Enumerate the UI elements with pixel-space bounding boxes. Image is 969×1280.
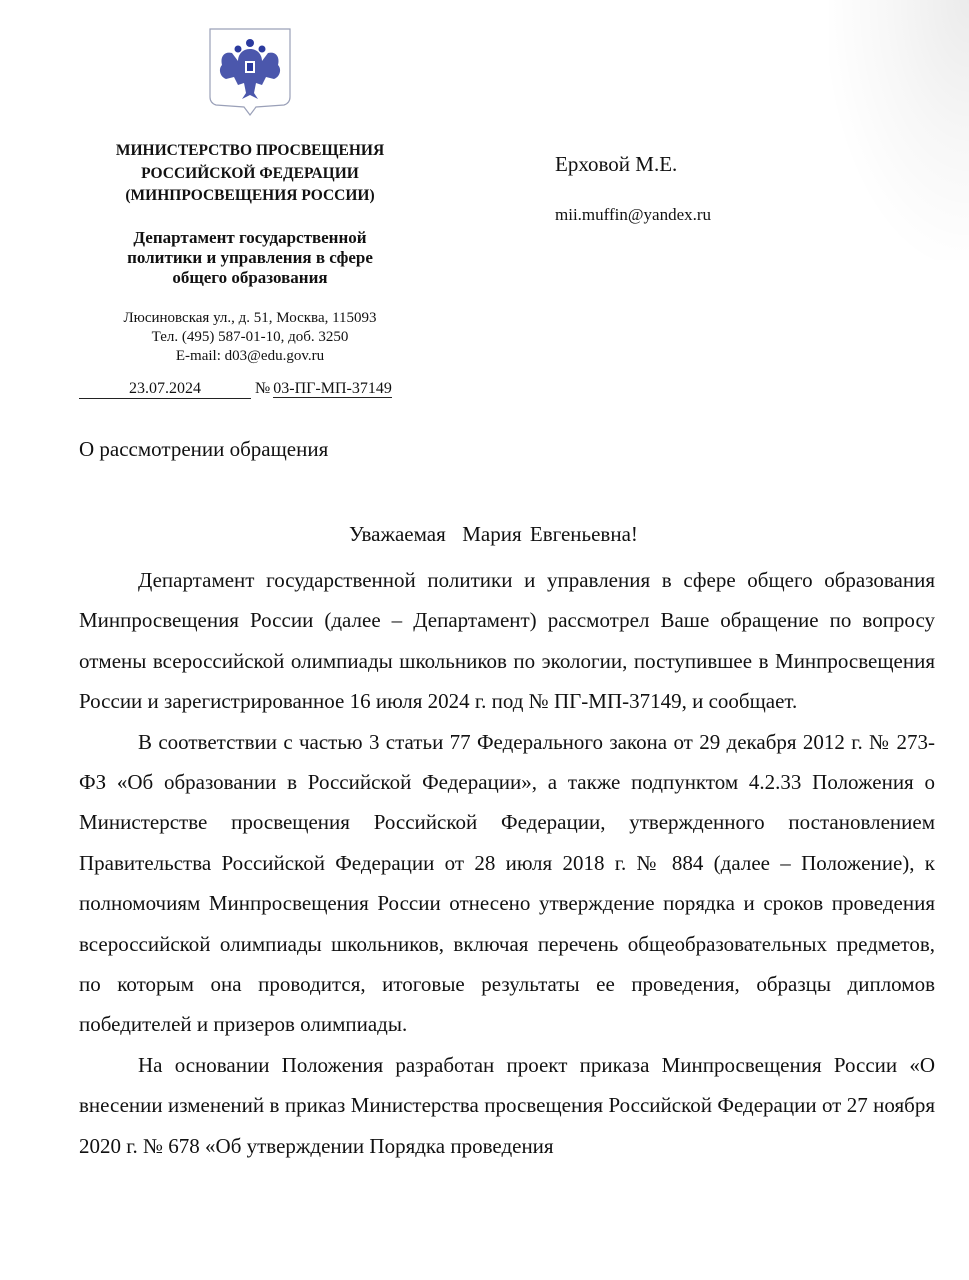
recipient-email: mii.muffin@yandex.ru <box>555 205 712 224</box>
ministry-line: (МИНПРОСВЕЩЕНИЯ РОССИИ) <box>125 187 375 204</box>
sender-contacts <box>80 309 420 366</box>
department-line: Департамент государственной <box>133 228 367 247</box>
sender-address: Люсиновская ул., д. 51, Москва, 115093 <box>123 310 377 326</box>
registration-line <box>79 380 392 399</box>
ministry-line: МИНИСТЕРСТВО ПРОСВЕЩЕНИЯ <box>115 142 385 159</box>
recipient-name: Ерховой М.Е. <box>555 152 678 176</box>
russian-coat-of-arms-icon <box>208 27 292 117</box>
department-line: политики и управления в сфере <box>127 248 373 267</box>
letter-subject: О рассмотрении обращения <box>79 437 329 461</box>
letter-number: 03-ПГ-МП-37149 <box>273 380 392 397</box>
body-paragraph: Департамент государственной политики и управления в сфере общего образования Минпросвещения России (далее – Департамент) рассмотрел Ваше обращение по вопросу отмены всероссийской олимпиады школьников по экологии, поступившее в Минпросвещения России и зарегистрированное 16 июля 2024 г. под № ПГ-МП-37149, и сообщает. <box>79 568 935 714</box>
number-sign: № <box>255 380 271 397</box>
letter-greeting: Уважаемая Мария Евгеньевна! <box>349 522 638 546</box>
department-line: общего образования <box>172 268 328 287</box>
letter-body <box>79 560 935 1166</box>
department-name <box>80 228 420 288</box>
sender-phone: Тел. (495) 587-01-10, доб. 3250 <box>151 329 349 345</box>
ministry-line: РОССИЙСКОЙ ФЕДЕРАЦИИ <box>141 164 359 182</box>
page-shadow <box>829 0 969 260</box>
body-paragraph: На основании Положения разработан проект приказа Минпросвещения России «О внесении изменений в приказ Министерства просвещения Российской Федерации от 27 ноября 2020 г. № 678 «Об утверждении Порядка проведения <box>79 1052 935 1158</box>
ministry-name <box>80 140 420 208</box>
body-paragraph: В соответствии с частью 3 статьи 77 Федерального закона от 29 декабря 2012 г. № 273-ФЗ «Об образовании в Российской Федерации», а также подпунктом 4.2.33 Положения о Министерстве просвещения Российской Федерации, утвержденного постановлением Правительства Российской Федерации от 28 июля 2018 г. № 884 (далее – Положение), к полномочиям Минпросвещения России отнесено утверждение порядка и сроков проведения всероссийской олимпиады школьников, включая перечень общеобразовательных предметов, по которым она проводится, итоговые результаты ее проведения, образцы дипломов победителей и призеров олимпиады. <box>79 729 935 1037</box>
sender-email: E-mail: d03@edu.gov.ru <box>175 348 325 364</box>
letter-date: 23.07.2024 <box>79 380 251 399</box>
